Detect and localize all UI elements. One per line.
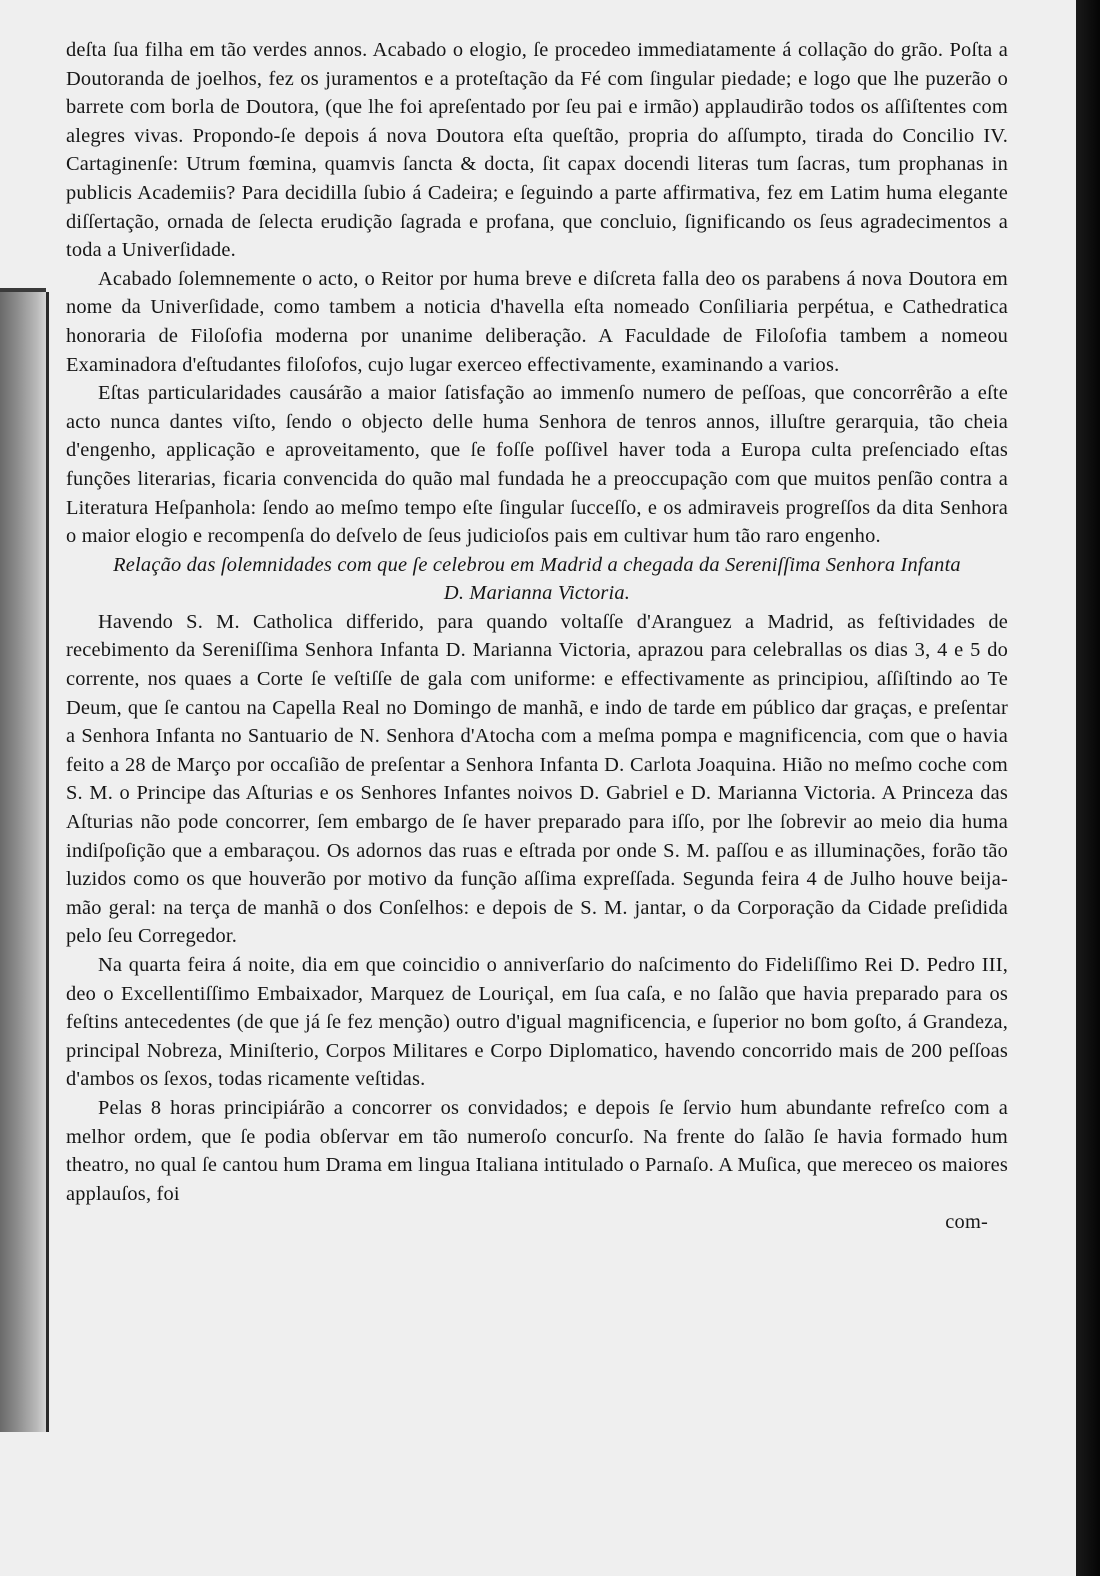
paragraph-ambassador-reception: Na quarta feira á noite, dia em que coincidio o anniverſario do naſcimento do Fideliſſimo Rei D. Pedro III, deo o Excellentiſſimo Embaixador, Marquez de Louriçal, em ſua caſa, e no ſalão que havia preparado para os feſtins antecedentes (de que já ſe fez menção) outro d'igual magnificencia, e ſuperior no bom goſto, á Grandeza, principal Nobreza, Miniſterio, Corpos Militares e Corpo Diplomatico, havendo concorrido mais de 200 peſſoas d'ambos os ſexos, todas ricamente veſtidas. (66, 954, 1008, 1091)
paragraph-public-reaction: Eſtas particularidades causárão a maior ſatisfação ao immenſo numero de peſſoas, que concorrêrão a eſte acto nunca dantes viſto, ſendo o objecto delle huma Senhora de tenros annos, illuſtre gerarquia, tão cheia d'engenho, applicação e aproveitamento, que ſe foſſe poſſivel haver toda a Europa culta preſenciado eſtas funções literarias, ficaria convencida do quão mal fundada he a preoccupação com que muitos penſão contra a Literatura Heſpanhola: ſendo ao meſmo tempo eſte ſingular ſucceſſo, e os admiraveis progreſſos da dita Senhora o maior elogio e recompenſa do deſvelo de ſeus judicioſos pais em cultivar hum tão raro engenho. (66, 382, 1008, 548)
paragraph-rector-speech: Acabado ſolemnemente o acto, o Reitor por huma breve e diſcreta falla deo os parabens á nova Doutora em nome da Univerſidade, como tambem a noticia d'havella eſta nomeado Conſiliaria perpétua, e Cathedratica honoraria de Filoſofia moderna por unanime deliberação. A Faculdade de Filoſofia tambem a nomeou Examinadora d'eſtudantes filoſofos, cujo lugar exerceo effectivamente, examinando a varios. (66, 267, 1008, 376)
section-heading-madrid-celebrations: Relação das ſolemnidades com que ſe celebrou em Madrid a chegada da Sereniſſima Senhora Infanta D. Marianna Victoria. (113, 553, 961, 605)
page-edge-shadow (1076, 0, 1100, 1576)
document-body (66, 36, 1008, 1237)
paragraph-court-festivities: Havendo S. M. Catholica differido, para quando voltaſſe d'Aranguez a Madrid, as feſtividades de recebimento da Sereniſſima Senhora Infanta D. Marianna Victoria, aprazou para celebrallas os dias 3, 4 e 5 do corrente, nos quaes a Corte ſe veſtiſſe de gala com uniforme: e effectivamente as principiou, aſſiſtindo ao Te Deum, que ſe cantou na Capella Real no Domingo de manhã, e indo de tarde em público dar graças, e preſentar a Senhora Infanta no Santuario de N. Senhora d'Atocha com a meſma pompa e magnificencia, com que o havia feito a 28 de Março por occaſião de preſentar a Senhora Infanta D. Carlota Joaquina. Hião no meſmo coche com S. M. o Principe das Aſturias e os Senhores Infantes noivos D. Gabriel e D. Marianna Victoria. A Princeza das Aſturias não pode concorrer, ſem embargo de ſe haver preparado para iſſo, por lhe ſobrevir ao meio dia huma indiſpoſição que a embaraçou. Os adornos das ruas e eſtrada por onde S. M. paſſou e as illuminações, forão tão luzidos como os que houverão por motivo da função aſſima expreſſada. Segunda feira 4 de Julho houve beija-mão geral: na terça de manhã o dos Conſelhos: e depois de S. M. jantar, o da Corporação da Cidade preſidida pelo ſeu Corregedor. (66, 610, 1008, 948)
catchword: com- (945, 1211, 988, 1234)
paragraph-coronation-ceremony: deſta ſua filha em tão verdes annos. Acabado o elogio, ſe procedeo immediatamente á collação do grão. Poſta a Doutoranda de joelhos, fez os juramentos e a proteſtação da Fé com ſingular piedade; e logo que lhe puzerão o barrete com borla de Doutora, (que lhe foi apreſentado por ſeu pai e irmão) applaudirão todos os aſſiſtentes com alegres vivas. Propondo-ſe depois á nova Doutora eſta queſtão, propria do aſſumpto, tirada do Concilio IV. Cartaginenſe: Utrum fœmina, quamvis ſancta & docta, ſit capax docendi literas tum ſacras, tum prophanas in publicis Academiis? Para decidilla ſubio á Cadeira; e ſeguindo a parte affirmativa, fez em Latim huma elegante diſſertação, ornada de ſelecta erudição ſagrada e profana, que concluio, ſignificando os ſeus agradecimentos a toda a Univerſidade. (66, 39, 1008, 262)
paragraph-theatre-drama: Pelas 8 horas principiárão a concorrer os convidados; e depois ſe ſervio hum abundante refreſco com a melhor ordem, que ſe podia obſervar em tão numeroſo concurſo. Na frente do ſalão ſe havia formado hum theatro, no qual ſe cantou hum Drama em lingua Italiana intitulado o Parnaſo. A Muſica, que mereceo os maiores applauſos, foi (66, 1096, 1008, 1205)
page-binding-shadow (0, 292, 49, 1432)
